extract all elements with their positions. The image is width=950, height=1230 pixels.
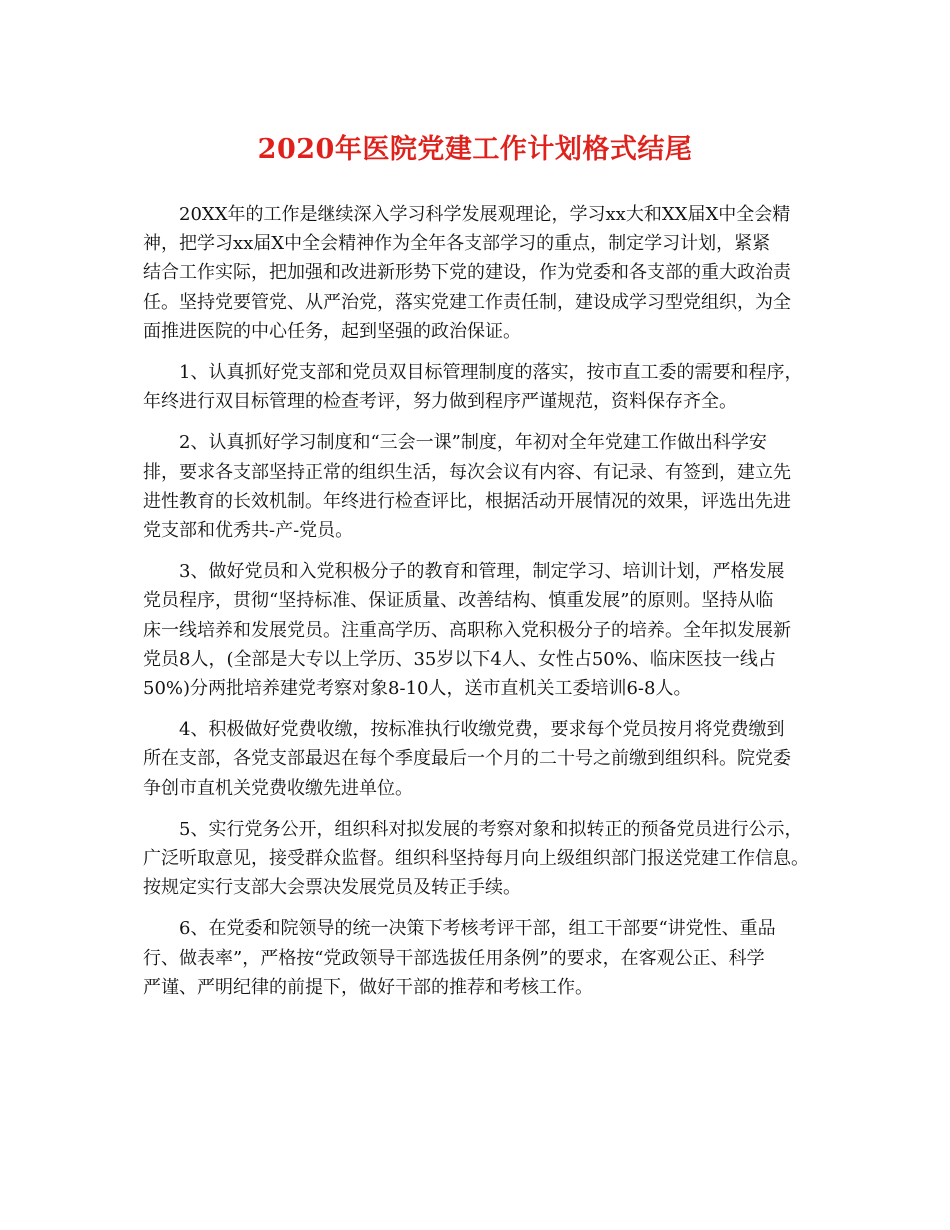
paragraph-line: 结合工作实际，把加强和改进新形势下党的建设，作为党委和各支部的重大政治责 [143, 262, 791, 284]
paragraph-line: 按规定实行支部大会票决发展党员及转正手续。 [143, 877, 521, 899]
paragraph-item-1 [143, 358, 833, 416]
paragraph-line: 所在支部，各党支部最迟在每个季度最后一个月的二十号之前缴到组织科。院党委 [143, 748, 791, 770]
paragraph-line: 2、认真抓好学习制度和“三会一课”制度，年初对全年党建工作做出科学安 [179, 432, 767, 454]
paragraph-item-6 [143, 914, 833, 1002]
paragraph-line: 4、积极做好党费收缴，按标准执行收缴党费，要求每个党员按月将党费缴到 [179, 719, 785, 741]
paragraph-line: 党员程序，贯彻“坚持标准、保证质量、改善结构、慎重发展”的原则。坚持从临 [143, 590, 774, 612]
paragraph-item-3 [143, 557, 833, 703]
document-title: 2020年医院党建工作计划格式结尾 [257, 134, 693, 165]
paragraph-line: 严谨、严明纪律的前提下，做好干部的推荐和考核工作。 [143, 976, 593, 998]
paragraph-line: 6、在党委和院领导的统一决策下考核考评干部，组工干部要“讲党性、重品 [179, 918, 776, 940]
paragraph-item-5 [143, 815, 833, 903]
paragraph-line: 20XX年的工作是继续深入学习科学发展观理论，学习xx大和XX届X中全会精 [179, 204, 791, 225]
paragraph-line: 任。坚持党要管党、从严治党，落实党建工作责任制，建设成学习型党组织，为全 [143, 291, 791, 313]
paragraph-line: 神，把学习xx届X中全会精神作为全年各支部学习的重点，制定学习计划，紧紧 [143, 233, 771, 255]
paragraph-item-2 [143, 428, 833, 545]
paragraph-line: 1、认真抓好党支部和党员双目标管理制度的落实，按市直工委的需要和程序， [179, 362, 803, 384]
paragraph-line: 党员8人，(全部是大专以上学历、35岁以下4人、女性占50%、临床医技一线占 [143, 648, 776, 670]
paragraph-line: 争创市直机关党费收缴先进单位。 [143, 777, 413, 799]
paragraph-line: 行、做表率”，严格按“党政领导干部选拔任用条例”的要求，在客观公正、科学 [143, 947, 765, 969]
paragraph-line: 进性教育的长效机制。年终进行检查评比，根据活动开展情况的效果，评选出先进 [143, 490, 791, 512]
document-body [143, 200, 833, 1014]
paragraph-line: 广泛听取意见，接受群众监督。组织科坚持每月向上级组织部门报送党建工作信息。 [143, 848, 809, 870]
paragraph-line: 3、做好党员和入党积极分子的教育和管理，制定学习、培训计划，严格发展 [179, 561, 785, 583]
paragraph-line: 50%)分两批培养建党考察对象8-10人，送市直机关工委培训6-8人。 [143, 678, 692, 700]
paragraph-intro [143, 200, 833, 346]
paragraph-item-4 [143, 715, 833, 803]
paragraph-line: 床一线培养和发展党员。注重高学历、高职称入党积极分子的培养。全年拟发展新 [143, 619, 791, 641]
paragraph-line: 党支部和优秀共-产-党员。 [143, 520, 354, 542]
paragraph-line: 5、实行党务公开，组织科对拟发展的考察对象和拟转正的预备党员进行公示， [179, 818, 803, 840]
paragraph-line: 年终进行双目标管理的检查考评，努力做到程序严谨规范，资料保存齐全。 [143, 391, 737, 413]
paragraph-line: 面推进医院的中心任务，起到坚强的政治保证。 [143, 320, 521, 342]
paragraph-line: 排，要求各支部坚持正常的组织生活，每次会议有内容、有记录、有签到，建立先 [143, 461, 791, 483]
